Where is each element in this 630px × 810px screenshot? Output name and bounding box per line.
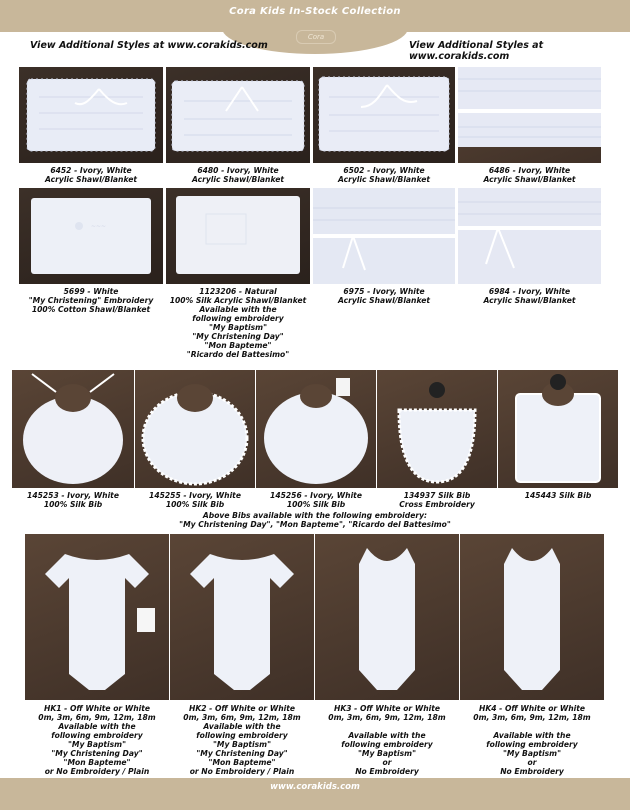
product-caption: 6486 - Ivory, White Acrylic Shawl/Blanket bbox=[483, 166, 576, 184]
product-caption: 6480 - Ivory, White Acrylic Shawl/Blanket bbox=[191, 166, 285, 184]
collection-title: Cora Kids In-Stock Collection bbox=[229, 6, 401, 17]
brand-logo: Cora bbox=[296, 30, 336, 44]
product-photo-shawl bbox=[458, 67, 601, 163]
product-caption: HK2 - Off White or White 0m, 3m, 6m, 9m, 12m, 18m Available with the following embroidery "My Baptism" "My Christening Day" "Mon Bapteme" or No Embroidery / Plain bbox=[183, 704, 301, 776]
product-photo-bib bbox=[256, 370, 376, 488]
view-styles-right[interactable]: View Additional Styles at www.corakids.com bbox=[409, 40, 544, 62]
product-caption: 6452 - Ivory, White Acrylic Shawl/Blanket bbox=[44, 166, 138, 184]
product-photo-bib bbox=[498, 370, 618, 488]
product-photo-shawl bbox=[313, 67, 455, 163]
product-caption: 1123206 - Natural 100% Silk Acrylic Shawl/Blanket Available with the following embroidery "My Baptism" "My Christening Day" "Mon Bapteme" "Ricardo del Battesimo" bbox=[169, 287, 307, 359]
view-styles-left[interactable]: View Additional Styles at www.corakids.com bbox=[30, 40, 268, 51]
footer-url[interactable]: www.corakids.com bbox=[270, 782, 360, 792]
product-photo-shawl bbox=[313, 188, 455, 284]
product-photo-bib bbox=[377, 370, 497, 488]
product-caption: HK1 - Off White or White 0m, 3m, 6m, 9m, 12m, 18m Available with the following embroidery "My Baptism" "My Christening Day" "Mon Bapteme" or No Embroidery / Plain bbox=[38, 704, 156, 776]
product-caption: 6984 - Ivory, White Acrylic Shawl/Blanket bbox=[483, 287, 576, 305]
product-photo-shawl bbox=[166, 67, 310, 163]
product-photo-shawl bbox=[166, 188, 310, 284]
product-caption: 145443 Silk Bib bbox=[524, 491, 592, 500]
product-photo-shawl bbox=[19, 188, 163, 284]
page-number: 50 bbox=[307, 768, 323, 781]
product-caption: HK4 - Off White or White 0m, 3m, 6m, 9m, 12m, 18m Available with the following embroidery "My Baptism" or No Embroidery bbox=[473, 704, 591, 776]
product-caption: 5699 - White "My Christening" Embroidery 100% Cotton Shawl/Blanket bbox=[28, 287, 154, 314]
product-caption: 134937 Silk Bib Cross Embroidery bbox=[399, 491, 475, 509]
product-caption: HK3 - Off White or White 0m, 3m, 6m, 9m, 12m, 18m Available with the following embroidery "My Baptism" or No Embroidery bbox=[328, 704, 446, 776]
product-photo-bib bbox=[12, 370, 134, 488]
svg-text:~~~: ~~~ bbox=[91, 223, 107, 230]
product-photo-shawl bbox=[19, 67, 163, 163]
product-caption: 6975 - Ivory, White Acrylic Shawl/Blanket bbox=[337, 287, 431, 305]
bibs-note: Above Bibs available with the following embroidery: "My Christening Day", "Mon Bapteme", "Ricardo del Battesimo" bbox=[179, 511, 451, 529]
product-caption: 6502 - Ivory, White Acrylic Shawl/Blanket bbox=[337, 166, 431, 184]
product-caption: 145256 - Ivory, White 100% Silk Bib bbox=[270, 491, 362, 509]
product-photo-onesie bbox=[315, 534, 459, 700]
product-photo-onesie bbox=[460, 534, 604, 700]
product-photo-shawl bbox=[458, 188, 601, 284]
product-photo-onesie bbox=[25, 534, 169, 700]
product-caption: 145253 - Ivory, White 100% Silk Bib bbox=[27, 491, 119, 509]
product-photo-onesie bbox=[170, 534, 314, 700]
product-photo-bib bbox=[135, 370, 255, 488]
product-caption: 145255 - Ivory, White 100% Silk Bib bbox=[149, 491, 241, 509]
